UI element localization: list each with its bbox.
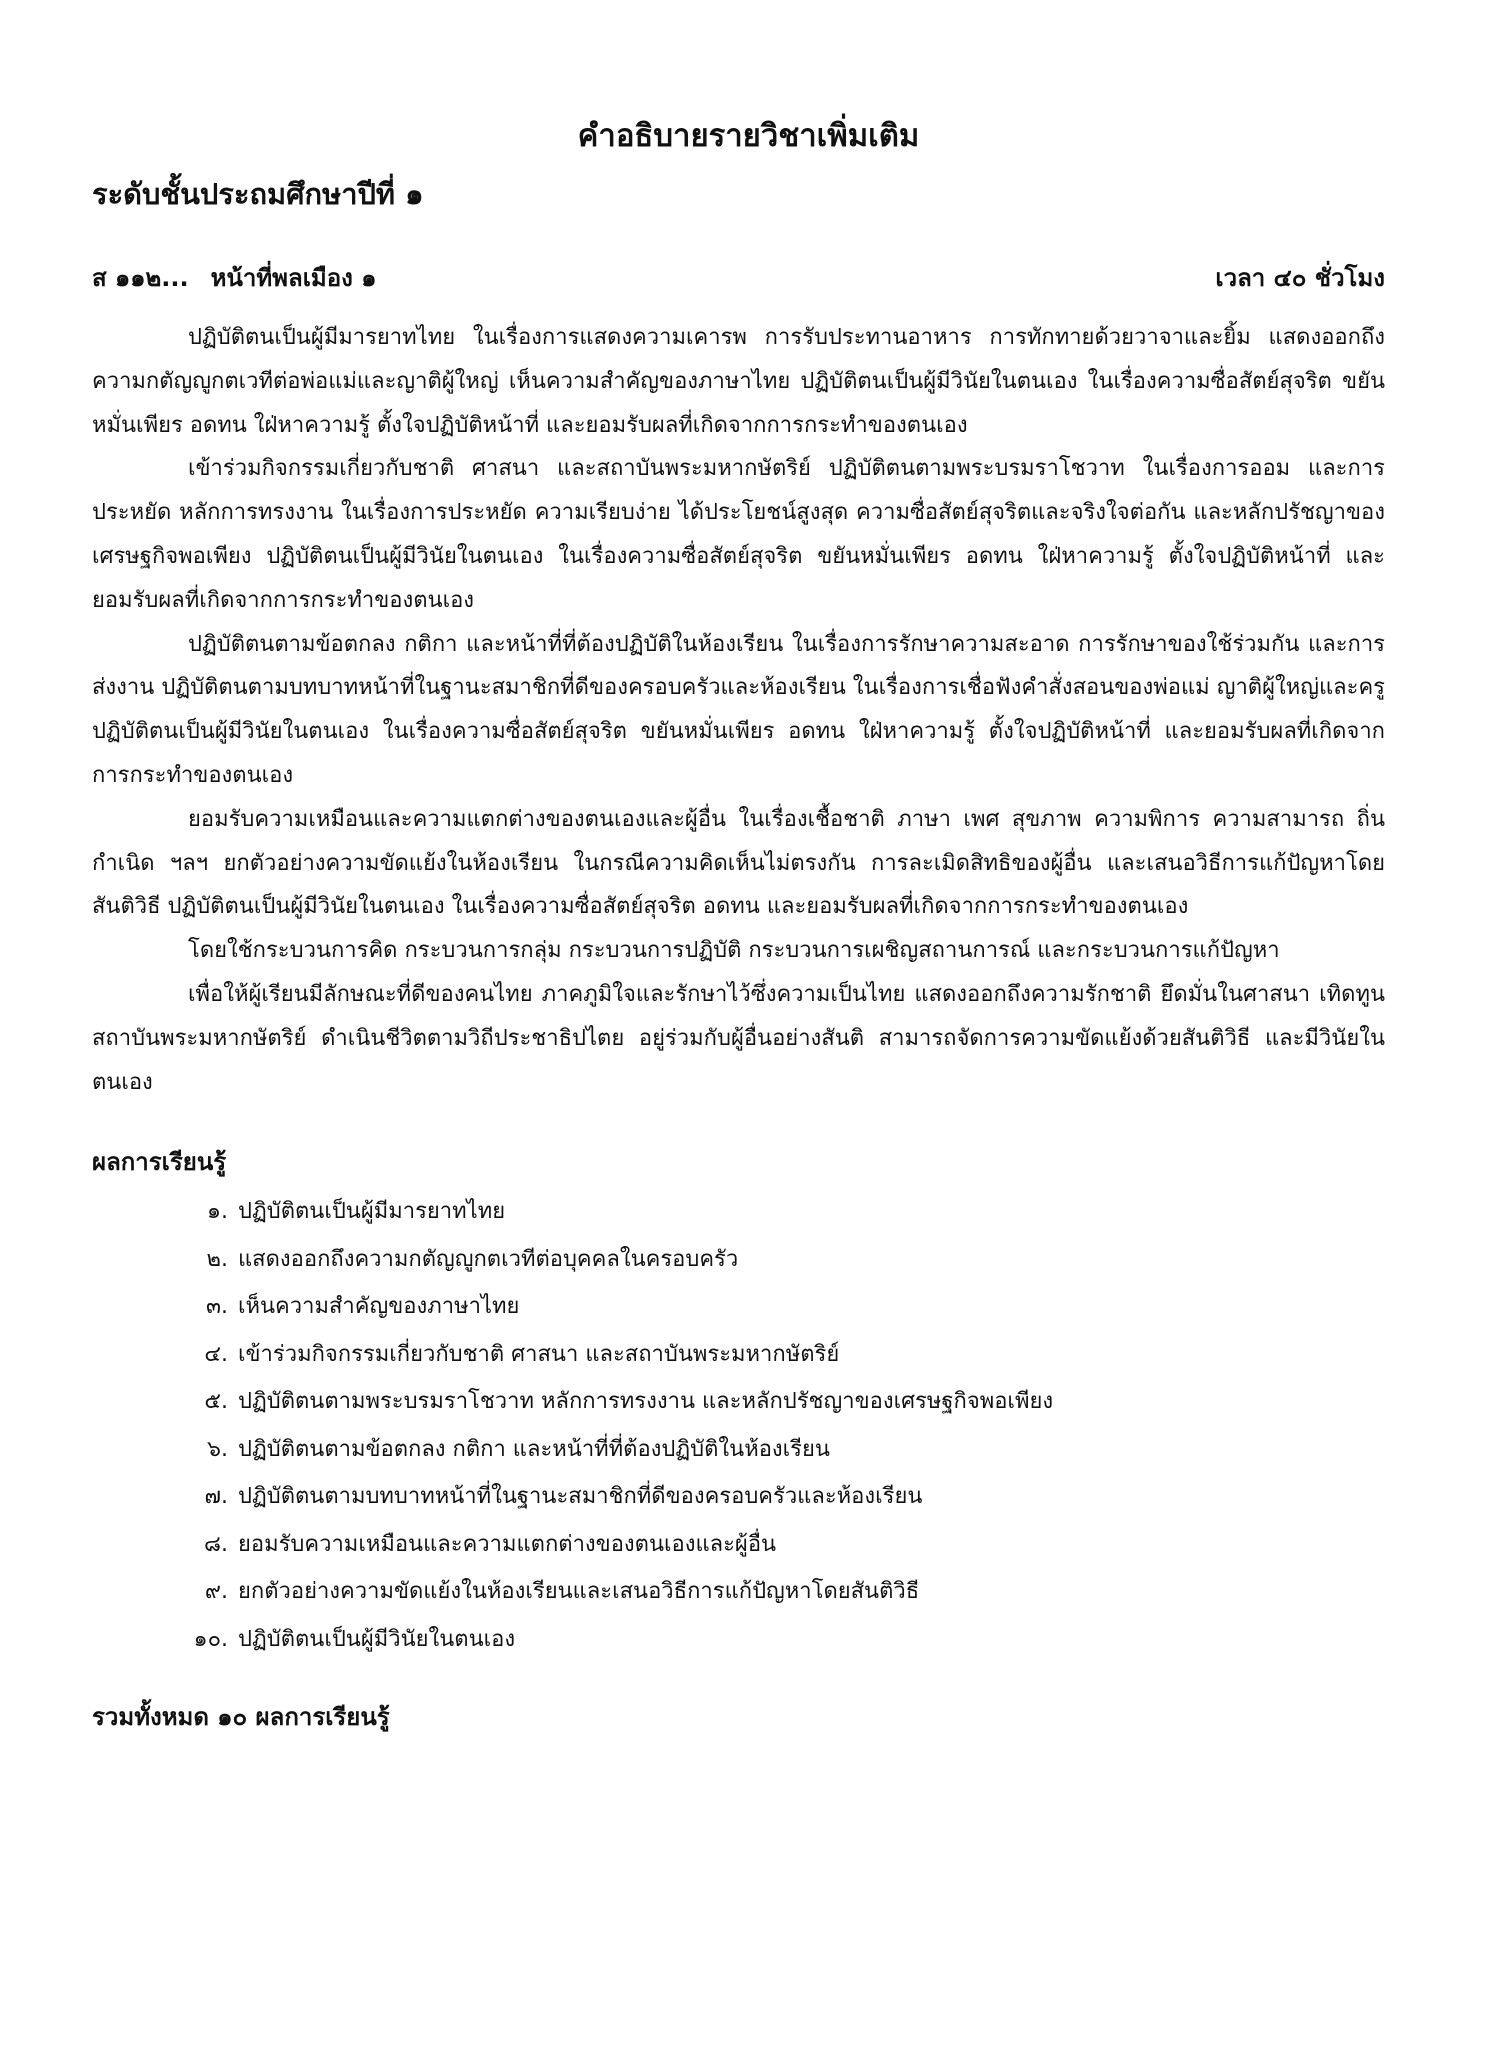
description-paragraph: ยอมรับความเหมือนและความแตกต่างของตนเองและผู้อื่น ในเรื่องเชื้อชาติ ภาษา เพศ สุขภาพ ความพิการ ความสามารถ ถิ่นกำเนิด ฯลฯ ยกตัวอย่างความขัดแย้งในห้องเรียน ในกรณีความคิดเห็นไม่ตรงกัน การละเมิดสิทธิของผู้อื่น และเสนอวิธีการแก้ปัญหาโดยสันติวิธี ปฏิบัติตนเป็นผู้มีวินัยในตนเอง ในเรื่องความซื่อสัตย์สุจริต อดทน และยอมรับผลที่เกิดจากการกระทำของตนเอง [92, 806, 1385, 920]
course-name: หน้าที่พลเมือง ๑ [210, 264, 377, 292]
outcome-number: ๔. [204, 1341, 228, 1367]
outcome-text: ปฏิบัติตนตามข้อตกลง กติกา และหน้าที่ที่ต้องปฏิบัติในห้องเรียน [238, 1436, 830, 1462]
description-paragraph: ปฏิบัติตนตามข้อตกลง กติกา และหน้าที่ที่ต้องปฏิบัติในห้องเรียน ในเรื่องการรักษาความสะอาด การรักษาของใช้ร่วมกัน และการส่งงาน ปฏิบัติตนตามบทบาทหน้าที่ในฐานะสมาชิกที่ดีของครอบครัวและห้องเรียน ในเรื่องการเชื่อฟังคำสั่งสอนของพ่อแม่ ญาติผู้ใหญ่และครู ปฏิบัติตนเป็นผู้มีวินัยในตนเอง ในเรื่องความซื่อสัตย์สุจริต ขยันหมั่นเพียร อดทน ใฝ่หาความรู้ ตั้งใจปฏิบัติหน้าที่ และยอมรับผลที่เกิดจากการกระทำของตนเอง [92, 631, 1385, 788]
outcome-text: ปฏิบัติตนตามบทบาทหน้าที่ในฐานะสมาชิกที่ดีของครอบครัวและห้องเรียน [238, 1484, 923, 1510]
description-paragraph: ปฏิบัติตนเป็นผู้มีมารยาทไทย ในเรื่องการแสดงความเคารพ การรับประทานอาหาร การทักทายด้วยวาจาและยิ้ม แสดงออกถึงความกตัญญูกตเวทีต่อพ่อแม่และญาติผู้ใหญ่ เห็นความสำคัญของภาษาไทย ปฏิบัติตนเป็นผู้มีวินัยในตนเอง ในเรื่องความซื่อสัตย์สุจริต ขยันหมั่นเพียร อดทน ใฝ่หาความรู้ ตั้งใจปฏิบัติหน้าที่ และยอมรับผลที่เกิดจากการกระทำของตนเอง [92, 325, 1385, 438]
description-paragraph: เข้าร่วมกิจกรรมเกี่ยวกับชาติ ศาสนา และสถาบันพระมหากษัตริย์ ปฏิบัติตนตามพระบรมราโชวาท ในเรื่องการออม และการประหยัด หลักการทรงงาน ในเรื่องการประหยัด ความเรียบง่าย ได้ประโยชน์สูงสุด ความซื่อสัตย์สุจริตและจริงใจต่อกัน และหลักปรัชญาของเศรษฐกิจพอเพียง ปฏิบัติตนเป็นผู้มีวินัยในตนเอง ในเรื่องความซื่อสัตย์สุจริต ขยันหมั่นเพียร อดทน ใฝ่หาความรู้ ตั้งใจปฏิบัติหน้าที่ และยอมรับผลที่เกิดจากการกระทำของตนเอง [92, 456, 1385, 613]
outcome-text: เห็นความสำคัญของภาษาไทย [238, 1294, 520, 1320]
list-item [92, 1378, 1385, 1426]
outcome-text: ปฏิบัติตนตามพระบรมราโชวาท หลักการทรงงาน และหลักปรัชญาของเศรษฐกิจพอเพียง [238, 1389, 1054, 1415]
outcome-number: ๑. [207, 1199, 228, 1225]
outcome-number: ๕. [204, 1389, 228, 1415]
course-header [92, 258, 1385, 298]
outcome-text: ปฏิบัติตนเป็นผู้มีวินัยในตนเอง [238, 1626, 516, 1652]
outcome-number: ๒. [206, 1246, 228, 1272]
list-item [92, 1283, 1385, 1331]
grade-level: ระดับชั้นประถมศึกษาปีที่ ๑ [92, 177, 424, 211]
description-paragraph: เพื่อให้ผู้เรียนมีลักษณะที่ดีของคนไทย ภาคภูมิใจและรักษาไว้ซึ่งความเป็นไทย แสดงออกถึงความรักชาติ ยึดมั่นในศาสนา เทิดทูนสถาบันพระมหากษัตริย์ ดำเนินชีวิตตามวิถีประชาธิปไตย อยู่ร่วมกับผู้อื่นอย่างสันติ สามารถจัดการความขัดแย้งด้วยสันติวิธี และมีวินัยในตนเอง [92, 981, 1385, 1095]
outcomes-list [92, 1188, 1385, 1663]
outcome-text: ยอมรับความเหมือนและความแตกต่างของตนเองและผู้อื่น [238, 1531, 777, 1557]
outcomes-heading: ผลการเรียนรู้ [92, 1148, 227, 1177]
outcome-text: เข้าร่วมกิจกรรมเกี่ยวกับชาติ ศาสนา และสถาบันพระมหากษัตริย์ [238, 1341, 840, 1367]
outcome-number: ๘. [204, 1531, 228, 1557]
outcome-text: แสดงออกถึงความกตัญญูกตเวทีต่อบุคคลในครอบครัว [238, 1246, 739, 1272]
outcome-number: ๓. [205, 1294, 228, 1320]
list-item [92, 1236, 1385, 1284]
list-item [92, 1568, 1385, 1616]
list-item [92, 1426, 1385, 1474]
outcome-number: ๗. [204, 1484, 228, 1510]
list-item [92, 1188, 1385, 1236]
course-time: เวลา ๔๐ ชั่วโมง [1215, 264, 1385, 292]
outcome-number: ๖. [207, 1436, 228, 1462]
description-paragraph: โดยใช้กระบวนการคิด กระบวนการกลุ่ม กระบวนการปฏิบัติ กระบวนการเผชิญสถานการณ์ และกระบวนการแก้ปัญหา [188, 938, 1280, 964]
outcome-number: ๑๐. [193, 1626, 228, 1652]
outcome-text: ยกตัวอย่างความขัดแย้งในห้องเรียนและเสนอวิธีการแก้ปัญหาโดยสันติวิธี [238, 1579, 920, 1605]
outcome-text: ปฏิบัติตนเป็นผู้มีมารยาทไทย [238, 1199, 506, 1225]
course-code: ส ๑๑๒... [92, 264, 189, 292]
list-item [92, 1473, 1385, 1521]
list-item [92, 1521, 1385, 1569]
outcome-number: ๙. [204, 1579, 228, 1605]
outcomes-total: รวมทั้งหมด ๑๐ ผลการเรียนรู้ [92, 1703, 390, 1732]
document-title: คำอธิบายรายวิชาเพิ่มเติม [577, 118, 920, 154]
list-item [92, 1616, 1385, 1664]
course-info [92, 258, 398, 298]
list-item [92, 1331, 1385, 1379]
